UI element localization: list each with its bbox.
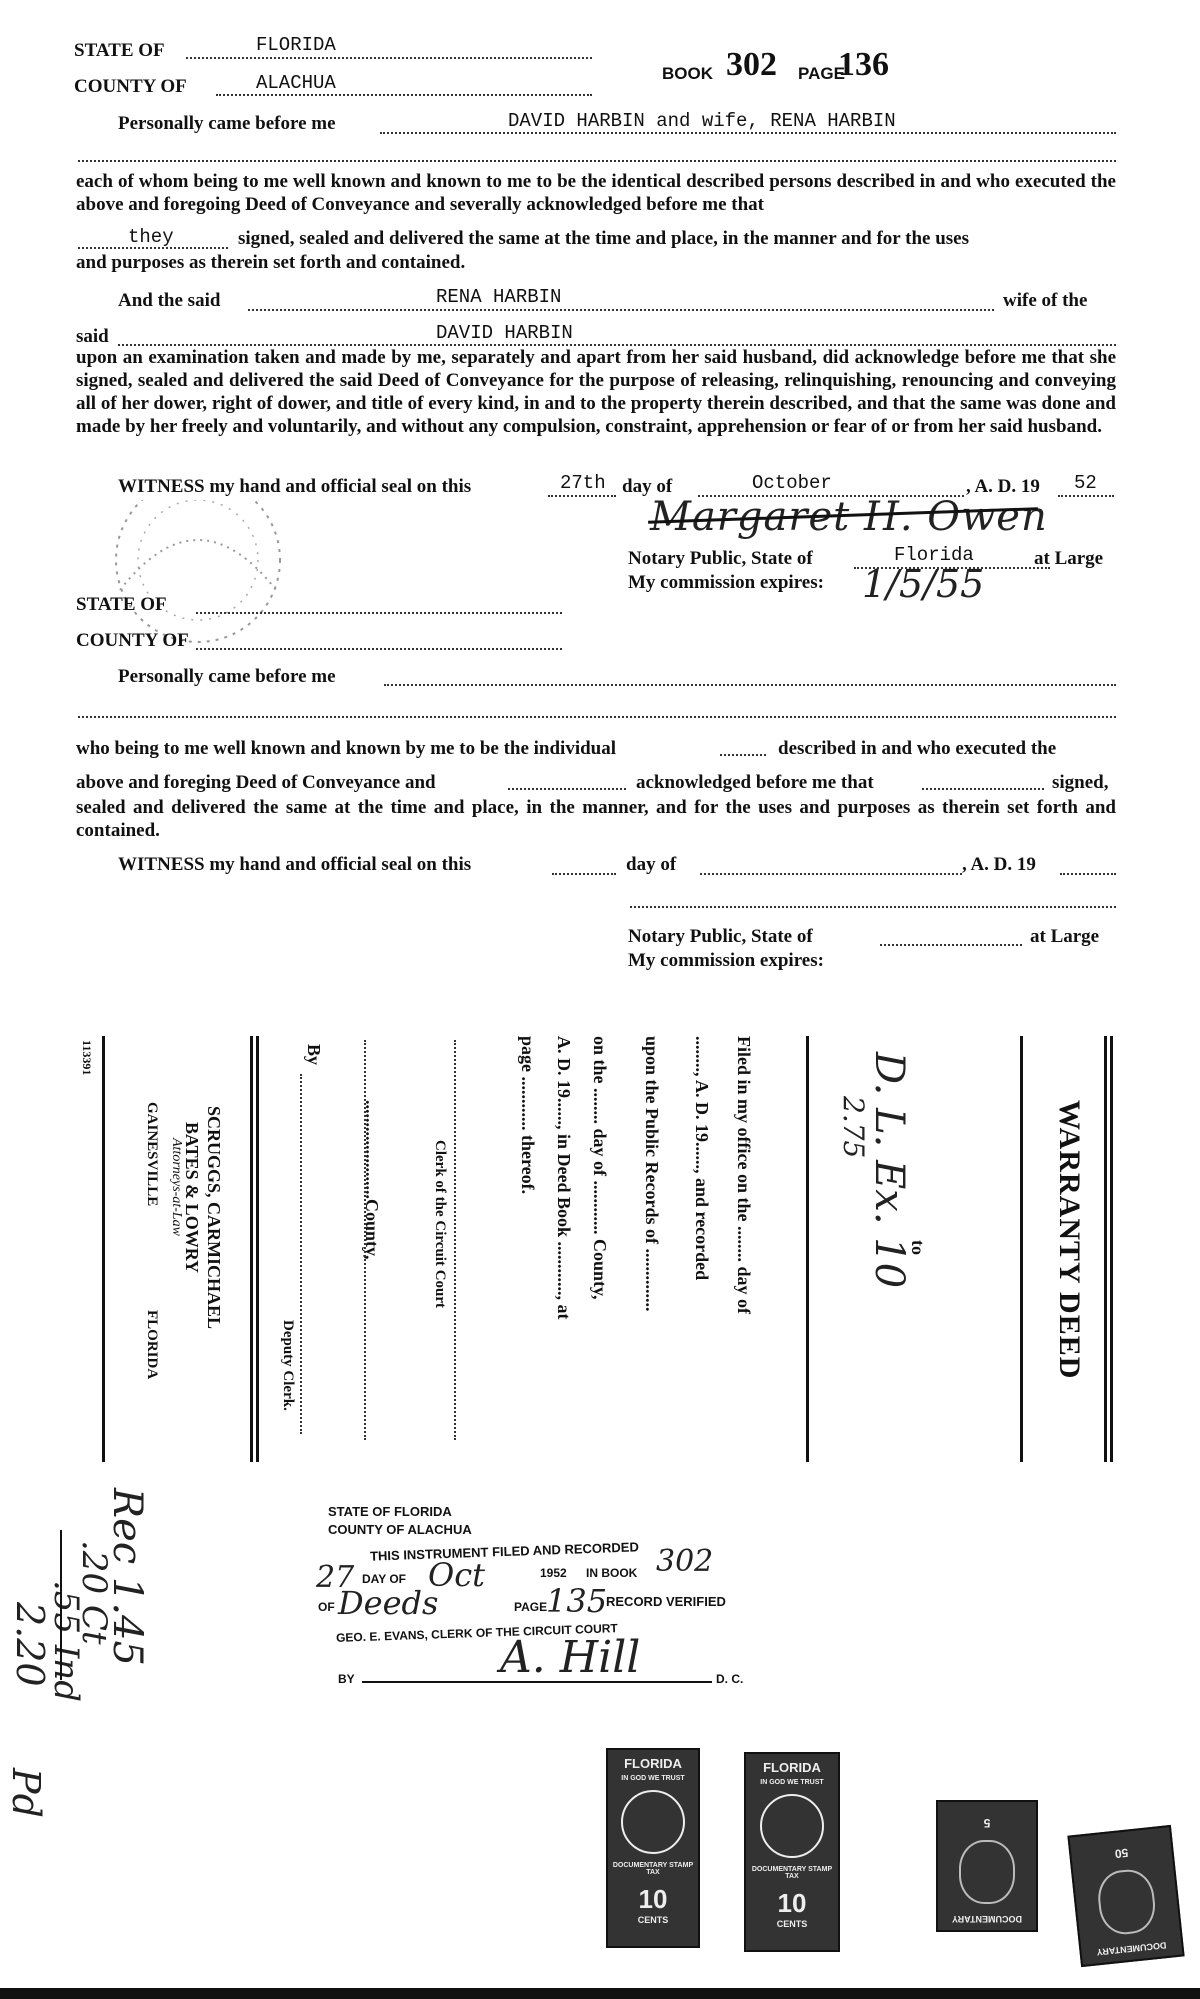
- by-line: [300, 1074, 302, 1434]
- deputy-clerk: Deputy Clerk.: [280, 1320, 296, 1411]
- record-month-value: Oct: [428, 1556, 486, 1594]
- fold-rule-2: [250, 1036, 253, 1462]
- month-line-2: [700, 873, 962, 875]
- they-value: they: [128, 226, 174, 248]
- stamp-1-value: 10: [638, 1884, 668, 1914]
- witness-text: WITNESS my hand and official seal on this: [118, 476, 472, 497]
- fold-rule-1: [102, 1036, 105, 1462]
- ack2-line2-b: acknowledged before me that: [636, 772, 874, 793]
- day-line-2: [552, 873, 616, 875]
- fed-stamp-2-portrait-icon: [1095, 1867, 1157, 1937]
- wife-of-the: wife of the: [1003, 290, 1088, 311]
- stamp-1-label: DOCUMENTARY STAMP TAX: [612, 1862, 694, 1876]
- ad-label: , A. D. 19: [966, 476, 1040, 497]
- month-value: October: [752, 472, 832, 494]
- persons-value: DAVID HARBIN and wife, RENA HARBIN: [508, 110, 896, 132]
- page-label: PAGE: [798, 64, 845, 83]
- ack2-para: sealed and delivered the same at the time and place, in the manner, and for the uses and purposes as therein set forth and contained.: [76, 797, 1116, 841]
- year-line-2: [1060, 873, 1116, 875]
- state-line: [186, 57, 592, 59]
- year-line: [1058, 495, 1114, 497]
- attorneys-name-2: BATES & LOWRY: [182, 1122, 202, 1274]
- book-label: BOOK: [662, 64, 713, 83]
- ack2-line1-a: who being to me well known and known by me to be the individual: [76, 738, 617, 759]
- fold-rule-6: [1104, 1036, 1107, 1462]
- attorneys-state: FLORIDA: [144, 1310, 160, 1380]
- record-book-value: 302: [656, 1544, 714, 1579]
- margin-note-1: Rec 1.45: [104, 1488, 150, 1666]
- stamp-2-state: FLORIDA: [763, 1760, 821, 1775]
- scan-edge: [0, 1988, 1200, 1999]
- margin-note-2: .20 Ct: [74, 1540, 114, 1645]
- handwritten-amount: 2.75: [837, 1096, 870, 1159]
- fed-stamp-1-portrait-icon: [959, 1840, 1015, 1904]
- document-title: WARRANTY DEED: [1053, 1100, 1086, 1380]
- came-before-line-2: [384, 684, 1116, 686]
- ack1-para2-first: signed, sealed and delivered the same at the time and place, in the manner and for the uses: [238, 228, 969, 249]
- by-label: By: [304, 1044, 324, 1066]
- attorneys-city: GAINESVILLE: [144, 1102, 160, 1207]
- commission-label: My commission expires:: [628, 572, 824, 593]
- day-of-label: day of: [622, 476, 673, 497]
- ack1-para1: each of whom being to me well known and known to me to be the identical described persons described in and who executed the above and foregoing Deed of Conveyance and severally acknowledged before me that: [76, 171, 1116, 215]
- and-line: [508, 788, 626, 790]
- record-page: PAGE: [514, 1600, 548, 1614]
- margin-note-4: 2.20: [8, 1602, 52, 1687]
- record-verified: RECORD VERIFIED: [606, 1594, 726, 1609]
- record-day-value: 27: [316, 1560, 355, 1595]
- stamp-2-label: DOCUMENTARY STAMP TAX: [751, 1866, 833, 1880]
- ack2-line2-c: signed,: [1052, 772, 1109, 793]
- that-line: [922, 788, 1044, 790]
- individual-line: [720, 754, 766, 756]
- record-dc: D. C.: [716, 1672, 744, 1686]
- county-label-back: ......................County,: [362, 1100, 382, 1260]
- attorneys-sub: Attorneys-at-Law: [169, 1138, 184, 1236]
- florida-stamp-2: [744, 1752, 840, 1952]
- husband-name: DAVID HARBIN: [436, 322, 573, 344]
- record-page-value: 135: [546, 1582, 608, 1620]
- day-of-label-2: day of: [626, 854, 677, 875]
- stamp-1-seal-icon: [621, 1790, 685, 1854]
- and-the-said: And the said: [118, 290, 221, 311]
- fed-stamp-1-value: 5: [983, 1816, 991, 1830]
- stamp-2-cents: CENTS: [776, 1919, 808, 1929]
- form-number: 113391: [80, 1040, 94, 1076]
- came-before-label: Personally came before me: [118, 113, 336, 134]
- filed-line-6: page ............ thereof.: [518, 1036, 538, 1195]
- ack1-para3: upon an examination taken and made by me, separately and apart from her said husband, did acknowledge before me that she signed, sealed and delivered the said Deed of Conveyance for the purpose of releasing, relinquishing, renouncing and conveying all of her dower, right of dower, and title of every kind, in and to the property therein described, and that the same was done and made by her freely and voluntarily, and without any compulsion, constraint, apprehension or fear of or from her said husband.: [76, 347, 1116, 437]
- stamp-2-motto: IN GOD WE TRUST: [760, 1779, 824, 1786]
- clerk-label: Clerk of the Circuit Court: [432, 1140, 448, 1309]
- notary-signature: Margaret H. Owen: [650, 494, 1048, 540]
- came-before-line-2b: [78, 716, 1116, 718]
- filed-line-1: Filed in my office on the ........ day of: [734, 1036, 754, 1314]
- book-number: 302: [726, 46, 777, 83]
- notary-public-label-2: Notary Public, State of: [628, 926, 813, 947]
- clerk-line: [364, 1040, 366, 1440]
- wife-name: RENA HARBIN: [436, 286, 562, 308]
- county-label: COUNTY OF: [74, 76, 187, 97]
- attorneys-name-1: SCRUGGS, CARMICHAEL: [204, 1106, 224, 1330]
- federal-stamp-1: [936, 1800, 1038, 1932]
- record-filed-text: THIS INSTRUMENT FILED AND RECORDED: [369, 1539, 640, 1564]
- day-value: 27th: [560, 472, 606, 494]
- state-label-2: STATE OF: [76, 594, 167, 615]
- to-label: to: [908, 1240, 928, 1255]
- fold-rule-5: [1020, 1036, 1023, 1462]
- ack2-line1-b: described in and who executed the: [778, 738, 1057, 759]
- ad-label-2: , A. D. 19: [962, 854, 1036, 875]
- florida-stamp-1: [606, 1748, 700, 1948]
- fed-stamp-1-label: DOCUMENTARY: [952, 1914, 1022, 1924]
- stamp-2-seal-icon: [760, 1794, 824, 1858]
- record-clerk-line: GEO. E. EVANS, CLERK OF THE CIRCUIT COURT: [335, 1621, 618, 1645]
- fed-stamp-2-value: 50: [1114, 1845, 1129, 1861]
- state-line-2: [196, 612, 562, 614]
- county-line: [216, 94, 592, 96]
- record-of: OF: [318, 1600, 335, 1614]
- record-day-of: DAY OF: [362, 1572, 407, 1586]
- margin-note-rule: [60, 1530, 62, 1680]
- record-by: BY: [338, 1672, 355, 1686]
- county-value: ALACHUA: [256, 72, 336, 94]
- stamp-2-value: 10: [777, 1888, 807, 1918]
- record-state: STATE OF FLORIDA: [328, 1504, 452, 1519]
- fold-rule-4: [806, 1036, 809, 1462]
- clerk-line-2: [454, 1040, 456, 1440]
- stamp-1-cents: CENTS: [637, 1915, 669, 1925]
- state-value: FLORIDA: [256, 34, 336, 56]
- fold-rule-3: [256, 1036, 259, 1462]
- wife-line: [248, 309, 994, 311]
- year-value: 52: [1074, 472, 1097, 494]
- record-county: COUNTY OF ALACHUA: [328, 1522, 472, 1537]
- fed-stamp-2-label: DOCUMENTARY: [1096, 1940, 1167, 1958]
- margin-note-5: Pd: [4, 1768, 48, 1818]
- county-line-2: [196, 648, 562, 650]
- state-label: STATE OF: [74, 40, 165, 61]
- at-large-label: at Large: [1034, 548, 1104, 569]
- came-before-label-2: Personally came before me: [118, 666, 336, 687]
- filed-line-5: A. D. 19......, in Deed Book ............, at: [554, 1036, 574, 1320]
- ack2-line2-a: above and foreging Deed of Conveyance and: [76, 772, 436, 793]
- filed-line-3: upon the Public Records of ..............: [642, 1036, 662, 1312]
- page-number: 136: [838, 46, 889, 83]
- day-line: [548, 495, 616, 497]
- filed-line-4: on the ........ day of ............ County,: [590, 1036, 610, 1300]
- stamp-1-state: FLORIDA: [624, 1756, 682, 1771]
- persons-line-2: [78, 160, 1116, 162]
- ack1-para2-second: and purposes as therein set forth and contained.: [76, 252, 466, 273]
- margin-note-3: .55 Ind: [46, 1580, 86, 1702]
- filed-line-2: ........, A. D. 19......, and recorded: [692, 1036, 712, 1281]
- county-label-2: COUNTY OF: [76, 630, 189, 651]
- record-year: 1952: [540, 1566, 567, 1580]
- notary-state-value: Florida: [894, 544, 974, 566]
- record-clerk-signature: A. Hill: [500, 1632, 641, 1683]
- record-in-book: IN BOOK: [586, 1566, 638, 1580]
- federal-stamp-2: [1067, 1825, 1184, 1967]
- said-label: said: [76, 326, 109, 347]
- stamp-1-motto: IN GOD WE TRUST: [621, 1775, 685, 1782]
- witness-text-2: WITNESS my hand and official seal on this: [118, 854, 472, 875]
- fold-rule-7: [1110, 1036, 1113, 1462]
- notary-signature-line-2: [630, 906, 1116, 908]
- handwritten-grantor: D. L. Ex. 10: [866, 1052, 912, 1289]
- record-of-value: Deeds: [338, 1584, 439, 1622]
- persons-line: [380, 132, 1116, 134]
- at-large-label-2: at Large: [1030, 926, 1100, 947]
- notary-public-label: Notary Public, State of: [628, 548, 813, 569]
- commission-label-2: My commission expires:: [628, 950, 824, 971]
- commission-value: 1/5/55: [862, 562, 985, 606]
- notary-state-line-2: [880, 944, 1022, 946]
